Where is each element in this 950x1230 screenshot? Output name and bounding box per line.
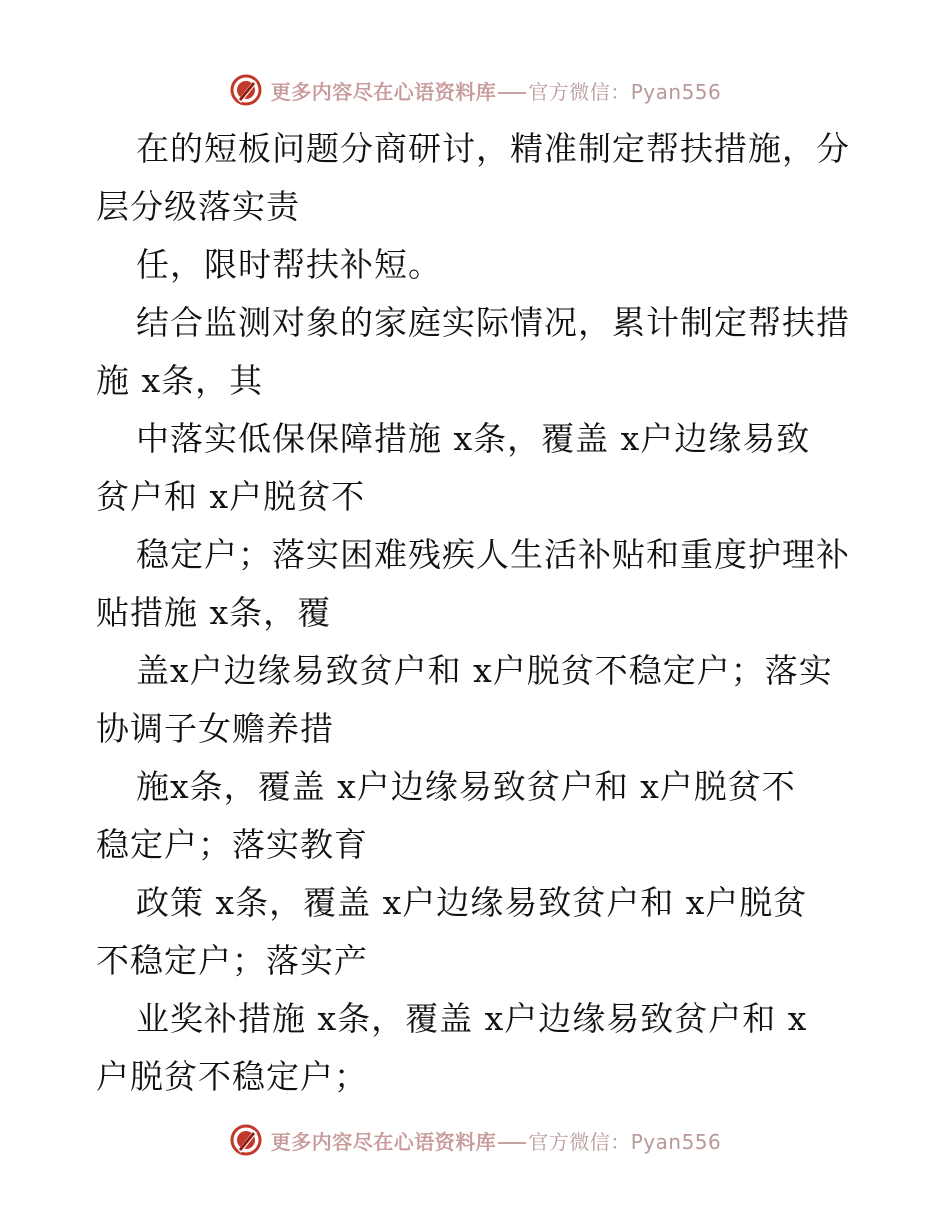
banner-text [271,76,722,105]
text-line: 结合监测对象的家庭实际情况，累计制定帮扶措 [136,303,850,342]
banner-title: 更多内容尽在心语资料库 [270,79,497,104]
banner-title: 更多内容尽在心语资料库 [270,1129,497,1154]
paragraph [96,410,866,526]
text-line: 贴措施 x条，覆 [96,593,332,632]
paragraph [96,120,866,236]
banner-text [271,1126,722,1155]
paragraph [96,642,866,758]
paragraph [96,526,866,642]
text-line: 稳定户；落实教育 [96,825,368,864]
paragraph [96,874,866,990]
text-line: 政策 x条，覆盖 x户边缘易致贫户和 x户脱贫 [136,883,808,922]
red-pen-logo-icon [229,73,263,107]
text-line: 施 x条，其 [96,361,264,400]
paragraph [96,294,866,410]
text-line: 中落实低保保障措施 x条，覆盖 x户边缘易致 [136,419,811,458]
text-line: 协调子女赡养措 [96,709,334,748]
paragraph [96,990,866,1106]
banner-dash [498,92,526,94]
text-line: 不稳定户；落实产 [96,941,368,980]
header-banner [0,70,950,110]
banner-wechat-id: Pyan556 [630,1129,722,1154]
footer-banner [0,1120,950,1160]
banner-dash [498,1142,526,1144]
text-line: 盖x户边缘易致贫户和 x户脱贫不稳定户；落实 [136,651,833,690]
banner-wechat-label: 官方微信： [528,1129,631,1154]
text-line: 户脱贫不稳定户； [96,1057,368,1096]
text-line: 业奖补措施 x条，覆盖 x户边缘易致贫户和 x [136,999,808,1038]
text-line: 层分级落实责 [96,187,300,226]
text-line: 稳定户；落实困难残疾人生活补贴和重度护理补 [136,535,850,574]
red-pen-logo-icon [229,1123,263,1157]
text-line: 贫户和 x户脱贫不 [96,477,366,516]
paragraph [96,758,866,874]
document-body [96,120,866,1106]
paragraph [96,236,866,294]
text-line: 在的短板问题分商研讨，精准制定帮扶措施，分 [136,129,850,168]
text-line: 施x条，覆盖 x户边缘易致贫户和 x户脱贫不 [136,767,796,806]
banner-wechat-id: Pyan556 [630,79,722,104]
text-line: 任，限时帮扶补短。 [136,245,442,284]
banner-wechat-label: 官方微信： [528,79,631,104]
